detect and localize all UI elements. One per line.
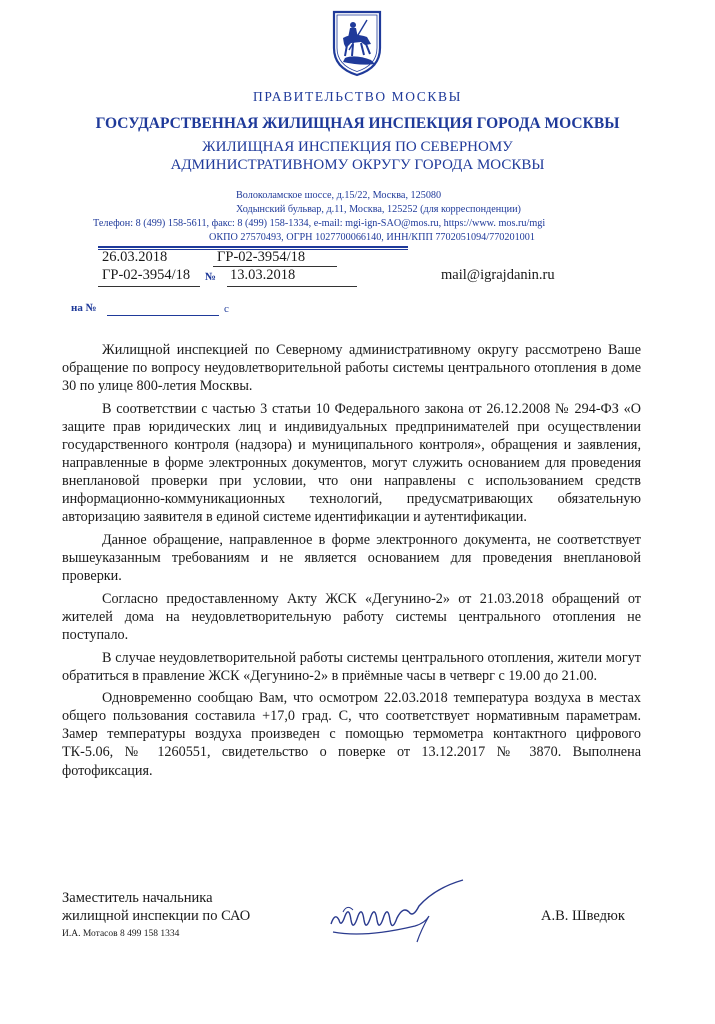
paragraph: Данное обращение, направленное в форме электронного документа, не соответствует вышеуказанным требованиям и не является основанием для проведения внеплановой проверки. xyxy=(62,531,641,585)
reply-number: ГР-02-3954/18 xyxy=(102,267,191,283)
reference-date-label: с xyxy=(224,303,229,315)
government-title: ПРАВИТЕЛЬСТВО МОСКВЫ xyxy=(252,89,462,104)
department-title-line2: АДМИНИСТРАТИВНОМУ ОКРУГУ ГОРОДА МОСКВЫ xyxy=(170,157,545,173)
inspection-title: ГОСУДАРСТВЕННАЯ ЖИЛИЩНАЯ ИНСПЕКЦИЯ ГОРОДА МОСКВЫ xyxy=(95,115,620,132)
contacts-line: Телефон: 8 (499) 158-5611, факс: 8 (499) 158-1334, e-mail: mgi-ign-SAO@mos.ru, https://www. mos.ru/mgi xyxy=(93,218,546,229)
signer-name: А.В. Шведюк xyxy=(541,908,625,924)
letterhead-divider xyxy=(98,246,408,248)
handwritten-signature xyxy=(325,876,465,946)
paragraph: Одновременно сообщаю Вам, что осмотром 22.03.2018 температура воздуха в местах общего пользования составила +17,0 град. С, что соответствует нормативным параметрам. Замер температуры воздуха произведен с помощью термометра контактного цифрового ТК-5.06, № 1260551, свидетельство о поверке от 13.12.2017 № 3870. Выполнена фотофиксация. xyxy=(62,690,641,779)
registration-codes: ОКПО 27570493, ОГРН 1027700066140, ИНН/КПП 7702051094/770201001 xyxy=(209,232,535,243)
paragraph: Согласно предоставленному Акту ЖСК «Дегунино-2» от 21.03.2018 обращений от жителей дома на неудовлетворительную работу системы центрального отопления не поступало. xyxy=(62,590,641,643)
moscow-coat-of-arms-icon xyxy=(331,8,383,78)
signer-position-line2: жилищной инспекции по САО xyxy=(62,908,251,924)
reference-number-label: на № xyxy=(71,302,97,314)
letter-body xyxy=(62,341,641,784)
registration-date: 26.03.2018 xyxy=(102,249,168,265)
number-sign: № xyxy=(205,271,217,283)
correspondence-address: Ходынский бульвар, д.11, Москва, 125252 (для корреспонденции) xyxy=(236,204,521,215)
recipient-email: mail@igrajdanin.ru xyxy=(441,267,555,283)
paragraph: В случае неудовлетворительной работы системы центрального отопления, жители могут обратиться в правление ЖСК «Дегунино-2» в приёмные часы в четверг с 19.00 до 21.00. xyxy=(62,649,641,684)
reply-number-underline xyxy=(98,286,200,287)
address-line: Волоколамское шоссе, д.15/22, Москва, 125080 xyxy=(236,190,442,201)
reply-date: 13.03.2018 xyxy=(230,267,296,283)
signer-position: Заместитель начальника xyxy=(62,890,213,906)
registration-number: ГР-02-3954/18 xyxy=(217,249,306,265)
paragraph: Жилищной инспекцией по Северному административному округу рассмотрено Ваше обращение по вопросу неудовлетворительной работы системы центрального отопления в доме 30 по улице 800-летия Москвы. xyxy=(62,342,641,395)
reply-date-underline xyxy=(227,286,357,287)
executor-info: И.А. Мотасов 8 499 158 1334 xyxy=(62,929,180,939)
department-title-line1: ЖИЛИЩНАЯ ИНСПЕКЦИЯ ПО СЕВЕРНОМУ xyxy=(202,139,513,155)
paragraph: В соответствии с частью 3 статьи 10 Федерального закона от 26.12.2008 № 294-ФЗ «О защите прав юридических лиц и индивидуальных предпринимателей при осуществлении государственного контроля (надзора) и муниципального контроля», обращения и заявления, направленные в форме электронных документов, могут служить основанием для проведения внеплановой проверки при условии, что они направлены с использованием средств информационно-коммуникационных технологий, предусматривающих обязательную авторизацию заявителя в единой системе идентификации и аутентификации. xyxy=(62,400,641,526)
reference-number-underline xyxy=(107,315,219,316)
